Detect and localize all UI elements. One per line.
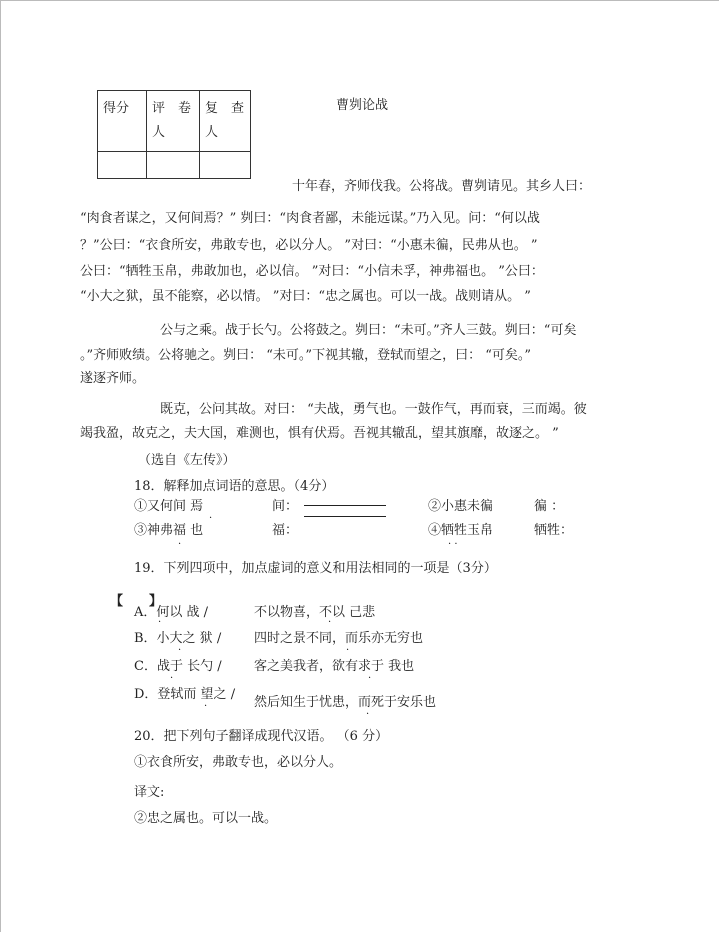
score-cell[interactable] [98, 152, 147, 179]
emphasis-dot: · [158, 617, 162, 628]
q20-translation-label: 译文: [134, 785, 165, 800]
reviewer-cell[interactable] [200, 152, 251, 179]
q18-item-a-label: 间： [272, 499, 299, 514]
q18-answer-a[interactable] [304, 505, 386, 506]
emphasis-dot: · [209, 513, 213, 524]
reviewer-cell-header: 复 查 人 [200, 91, 251, 152]
q20-sentence-1: ①衣食所安，弗敢专也，必以分人。 [134, 755, 343, 770]
q20-stem: 20．把下列句子翻译成现代汉语。 （6 分） [134, 729, 389, 744]
passage-line: “小大之狱，虽不能察，必以情。 ”对曰：“忠之属也。可以一战。战则请从。 ” [80, 289, 531, 304]
q18-item-c-label: 福： [272, 523, 299, 538]
q19-option-a-right: 不以物喜，不以 己悲 [254, 605, 376, 620]
passage-line: 遂逐齐师。 [80, 371, 146, 386]
q19-answer-bracket[interactable]: 【 】 [110, 594, 163, 609]
q19-option-b-right: 四时之景不同，而乐亦无穷也 [254, 631, 424, 646]
q18-item-d: ④牺牲玉帛 [428, 523, 494, 538]
emphasis-dot: · [178, 539, 182, 550]
grader-cell[interactable] [147, 152, 200, 179]
grader-cell-header: 评 卷 人 [147, 91, 200, 152]
q19-option-b-left: B．小大之 狱 / [134, 631, 222, 646]
q18-stem: 18．解释加点词语的意思。（4分） [134, 479, 335, 494]
passage-line: 公与之乘。战于长勺。公将鼓之。刿曰：“未可。”齐人三鼓。刿曰：“可矣 [160, 323, 577, 338]
passage-line: ？”公曰：“衣食所安，弗敢专也，必以分人。 ”对曰：“小惠未徧，民弗从也。 ” [80, 238, 538, 253]
emphasis-dot: · [328, 617, 332, 628]
q19-option-c-right: 客之美我者，欲有求于 我也 [254, 659, 415, 674]
passage-line: 公曰：“牺牲玉帛，弗敢加也，必以信。 ”对曰：“小信未孚，神弗福也。 ”公曰： [80, 264, 544, 279]
q19-option-a-left: A．何以 战 / [134, 605, 209, 620]
emphasis-dot: · [368, 673, 372, 684]
passage-line: 。”齐师败绩。公将驰之。刿曰： “未可。”下视其辙，登轼而望之，曰： “可矣。” [80, 348, 531, 363]
q18-item-d-label: 牺牲： [534, 523, 574, 538]
page-title: 曹刿论战 [336, 98, 389, 113]
passage-line: 十年春，齐师伐我。公将战。曹刿请见。其乡人曰： [292, 179, 592, 194]
q18-item-a: ①又何间 焉 [134, 499, 204, 514]
passage-line: 既克，公问其故。对曰： “夫战，勇气也。一鼓作气，再而衰，三而竭。彼 [160, 402, 587, 417]
passage-source: （选自《左传》） [138, 453, 236, 468]
emphasis-dot: · [366, 709, 370, 720]
q18-item-c: ③神弗福 也 [134, 523, 204, 538]
q19-stem: 19．下列四项中，加点虚词的意义和用法相同的一项是（3分） [134, 561, 497, 576]
q19-option-d-left: D．登轼而 望之 / [134, 687, 236, 702]
q19-option-c-left: C．战于 长勺 / [134, 659, 222, 674]
q20-sentence-2: ②忠之属也。可以一战。 [134, 811, 278, 826]
emphasis-dot: · · [448, 539, 458, 550]
emphasis-dot: · [346, 645, 350, 656]
score-table [97, 90, 251, 179]
passage-line: “肉食者谋之，又何间焉？” 刿曰：“肉食者鄙，未能远谋。”乃入见。问：“何以战 [80, 211, 540, 226]
emphasis-dot: · [170, 673, 174, 684]
q18-answer-c[interactable] [304, 516, 386, 517]
q19-option-d-right: 然后知生于忧患，而死于安乐也 [254, 695, 437, 710]
passage-line: 竭我盈，故克之，夫大国，难测也，惧有伏焉。吾视其辙乱，望其旗靡，故逐之。 ” [80, 426, 559, 441]
q18-item-b: ②小惠未徧 [428, 499, 494, 514]
emphasis-dot: · [178, 645, 182, 656]
score-cell-header: 得分 [98, 91, 147, 152]
q18-item-b-label: 徧 ： [534, 499, 565, 514]
emphasis-dot: · [204, 701, 208, 712]
